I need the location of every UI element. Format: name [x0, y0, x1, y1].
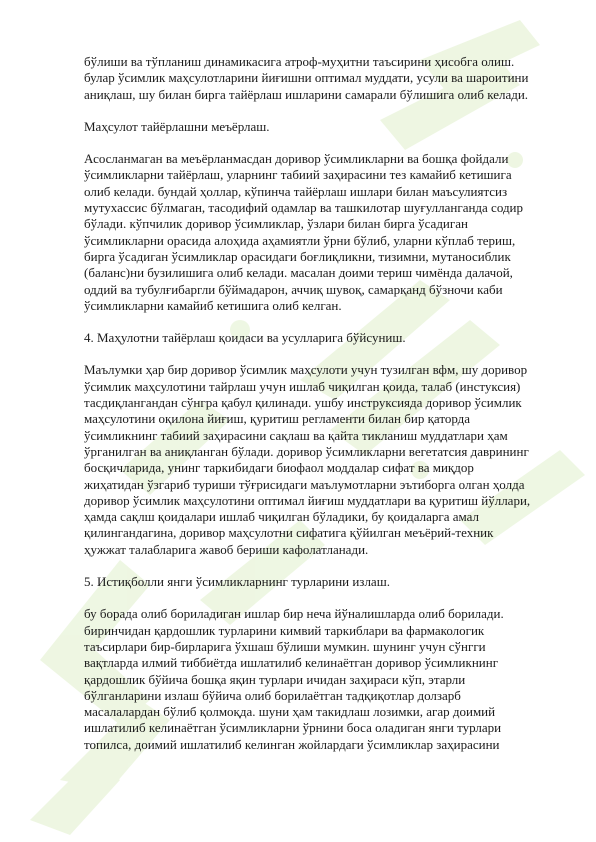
heading-section-4: 4. Маҳулотни тайёрлаш қоидаси ва усулларига бўйсуниш.	[84, 330, 406, 346]
heading-normalization: Маҳсулот тайёрлашни меъёрлаш.	[84, 118, 270, 134]
heading-section-5: 5. Истиқболли янги ўсимликларнинг турларини излаш.	[84, 574, 390, 590]
paragraph-section-5: бу борада олиб бориладиган ишлар бир неча йўналишларда олиб борилади. биринчидан қардошлик турларини кимвий таркиблари ва фармакологик таъсирлари бир-бирларига ўхшаш бўлиши мумкин. шунинг учун сўнгги вақтларда илмий тиббиётда ишлатилиб келинаётган доривор ўсимликнинг қардошлик бўйича бошқа яқин турлари ичидан заҳираси кўп, этарли бўлганларини излаш бўйича олиб борилаётган тадқиқотлар долзарб масалалардан бўлиб қолмоқда. шуни ҳам такидлаш лозимки, агар доимий ишлатилиб келинаётган ўсимликларни ўрнини боса оладиган янги турлари топилса, доимий ишлатилиб келинган жойлардаги ўсимликлар заҳирасини	[84, 606, 504, 752]
document-body	[84, 54, 534, 769]
paragraph-intro: бўлиши ва тўпланиш динамикасига атроф-муҳитни таъсирини ҳисобга олиш. булар ўсимлик маҳсулотларини йиғишни оптимал муддати, усули ва шароитини аниқлаш, шу билан бирга тайёрлаш ишларини самарали бўлишига олиб келади.	[84, 54, 529, 102]
paragraph-section-4: Маълумки ҳар бир доривор ўсимлик маҳсулоти учун тузилган вфм, шу доривор ўсимлик маҳсулотини тайрлаш учун ишлаб чиқилган қоида, талаб (инстуксия) тасдиқлангандан сўнгра қабул қилинади. ушбу инструксияда доривор ўсимлик маҳсулотини оқилона йиғиш, қуритиш регламенти билан бир қаторда ўсимликнинг табиий заҳирасини сақлаш ва қайта тикланиш муддатлари ҳам ўрганилган ва аниқланган бўлади. доривор ўсимликларни вегетатсия даврининг босқичларида, унинг таркибидаги биофаол моддалар сифат ва миқдор жиҳатидан ўзгариб туриши тўғрисидаги маълумотларни эътиборга олган ҳолда доривор ўсимлик маҳсулотини оптимал йиғиш муддатлари ва қуритиш йўллари, ҳамда сақлш қоидалари ишлаб чиқилган бўладики, бу қоидаларга амал қилингандагина, доривор маҳсулотни сифатига қўйилган меъёрий-техник ҳужжат талабларига жавоб бериши кафолатланади.	[84, 362, 531, 557]
paragraph-normalization: Асосланмаган ва меъёрланмасдан доривор ўсимликларни ва бошқа фойдали ўсимликларни тайёрлаш, уларнинг табиий заҳирасини тез камайиб кетишига олиб келади. бундай ҳоллар, кўпинча тайёрлаш ишлари билан маъсулиятсиз мутухассис бўлмаган, тасодифий одамлар ва ташкилотар шуғулланганда содир бўлади. кўпчилик доривор ўсимликлар, ўзлари билан бирга ўсадиган ўсимликларни орасида алоҳида аҳамиятли ўрни бўлиб, уларни кўплаб териш, бирга ўсадиган ўсимликлар орасидаги боғлиқликни, тизимни, мутаносиблик (баланс)ни бузилишига олиб келади. масалан доими териш чимёнда далачой, оддий ва тубулғибаргли бўймадарон, аччиқ шувоқ, самарқанд бўзночи каби ўсимликларни камайиб кетишига олиб келган.	[84, 151, 524, 313]
